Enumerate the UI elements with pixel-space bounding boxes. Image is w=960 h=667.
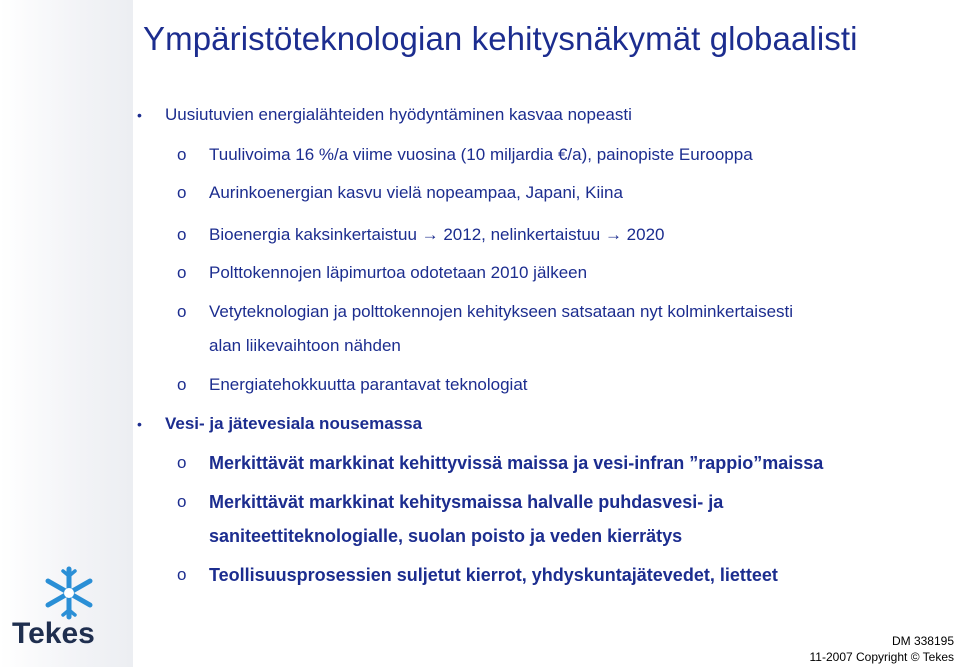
bullet-circle: o [177, 302, 187, 321]
copyright-notice: 11-2007 Copyright © Tekes [809, 650, 954, 664]
bullet-circle: o [177, 565, 187, 584]
list-item-text: Polttokennojen läpimurtoa odotetaan 2010 jälkeen [209, 263, 588, 282]
bullet-circle: o [177, 145, 187, 164]
list-item-text: Tuulivoima 16 %/a viime vuosina (10 miljardia €/a), painopiste Eurooppa [209, 145, 753, 164]
list-item-text: Teollisuusprosessien suljetut kierrot, yhdyskuntajätevedet, lietteet [209, 565, 778, 585]
bullet-circle: o [177, 183, 187, 202]
section-heading: Uusiutuvien energialähteiden hyödyntäminen kasvaa nopeasti [165, 105, 632, 124]
list-item-text: Vetyteknologian ja polttokennojen kehitykseen satsataan nyt kolminkertaisesti [209, 302, 794, 321]
list-item-text: Merkittävät markkinat kehittyvissä maissa ja vesi-infran ”rappio”maissa [209, 453, 824, 473]
bullet-circle: o [177, 453, 187, 472]
bullet-circle: o [177, 492, 187, 511]
slide-title: Ympäristöteknologian kehitysnäkymät globaalisti [143, 20, 858, 57]
bullet-dot: • [137, 107, 142, 123]
list-item-text: alan liikevaihtoon nähden [209, 336, 401, 355]
list-item-text: Merkittävät markkinat kehitysmaissa halvalle puhdasvesi- ja [209, 492, 724, 512]
bullet-circle: o [177, 375, 187, 394]
logo-wordmark: Tekes [12, 617, 95, 650]
list-item-text: saniteettiteknologialle, suolan poisto ja veden kierrätys [209, 526, 683, 546]
list-item-text: Aurinkoenergian kasvu vielä nopeampaa, Japani, Kiina [209, 183, 623, 202]
list-item-text: Bioenergia kaksinkertaistuu → 2012, nelinkertaistuu → 2020 [209, 225, 665, 244]
tekes-logo [10, 565, 128, 650]
bullet-dot: • [137, 416, 142, 432]
snowflake-icon [10, 565, 128, 650]
document-reference: DM 338195 [891, 634, 954, 648]
bullet-circle: o [177, 225, 187, 244]
list-item-text: Energiatehokkuutta parantavat teknologiat [209, 375, 528, 394]
bullet-circle: o [177, 263, 187, 282]
section-heading: Vesi- ja jätevesiala nousemassa [165, 414, 423, 433]
